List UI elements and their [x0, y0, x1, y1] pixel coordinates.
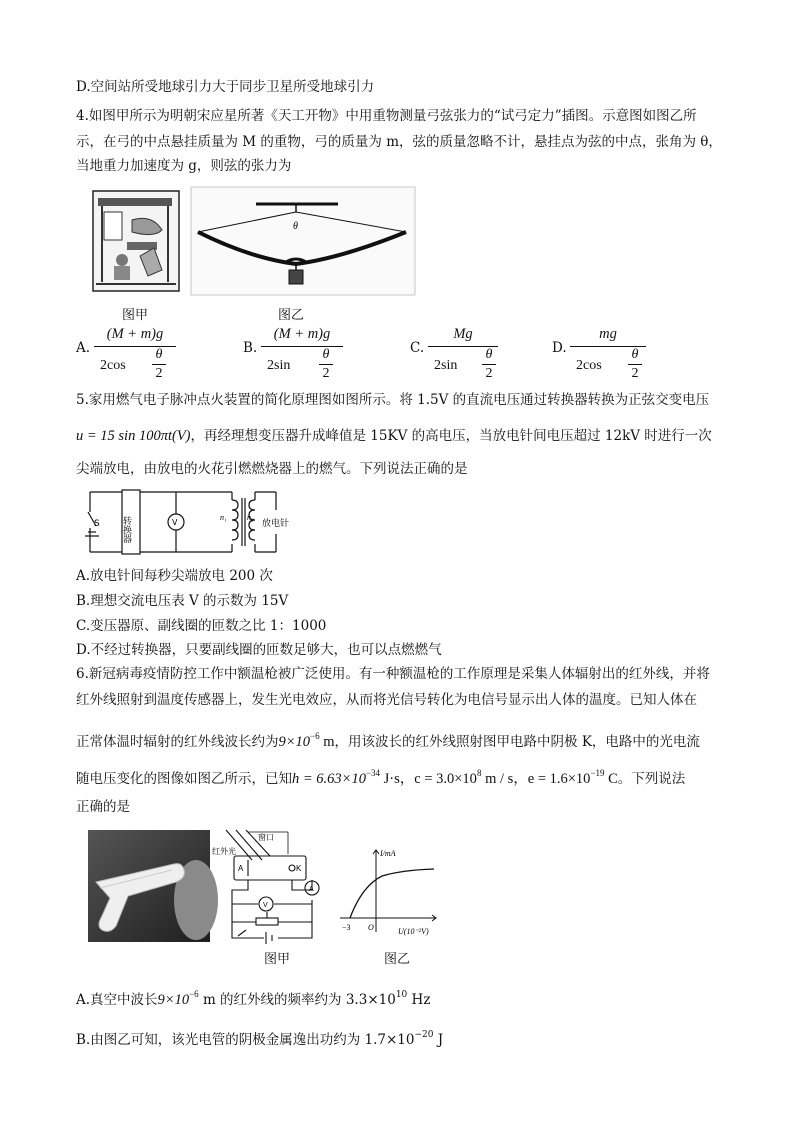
voltage-equation: u = 15 sin 100πt(V)	[76, 428, 191, 444]
theta-label: θ	[293, 221, 298, 232]
theta: θ	[322, 347, 330, 362]
tick-label: −3	[342, 923, 351, 932]
q6-option-a	[76, 985, 430, 1009]
voltmeter-label: V	[263, 902, 268, 909]
theta: θ	[155, 347, 163, 362]
window-label: 窗口	[258, 833, 274, 842]
ammeter-label: A	[309, 886, 314, 893]
option-fraction	[94, 326, 176, 383]
bow-schematic-diagram	[190, 186, 416, 296]
voltmeter-label: V	[172, 518, 178, 527]
option-letter: D.	[552, 340, 567, 356]
q6-stem-line-1: 6.新冠病毒疫情防控工作中额温枪被广泛使用。有一种额温枪的工作原理是采集人体辐射出的红外线，并将	[76, 666, 710, 682]
q6-option-b	[76, 1026, 443, 1049]
stem-text: ，用该波长的红外线照射图甲电路中阴极 K，电路中的光电流	[334, 734, 700, 750]
q6-stem-line-2: 红外线照射到温度传感器上，发生光电效应，从而将光信号转化为电信号显示出人体的温度。已知人体在	[76, 692, 697, 708]
ignition-circuit-diagram	[82, 486, 290, 558]
q5-option-b: B.理想交流电压表 V 的示数为 15V	[76, 593, 289, 609]
two: 2	[322, 366, 330, 381]
q5-stem-line-1: 5.家用燃气电子脉冲点火装置的简化原理图如图所示。将 1.5V 的直流电压通过转换器转换为正弦交变电压	[76, 392, 710, 408]
current-axis-label: I/mA	[380, 849, 396, 858]
figure-caption-a: 图甲	[122, 308, 149, 323]
stem-text: 。下列说法	[617, 771, 686, 787]
two: 2	[155, 366, 163, 381]
option-letter: C.	[410, 340, 425, 356]
figure-caption-b: 图乙	[278, 308, 305, 323]
n1-label: n₁	[220, 513, 227, 522]
q5-option-c: C.变压器原、副线圈的匝数之比 1：1000	[76, 618, 327, 634]
stem-text: ，再经理想变压器升成峰值是 15KV 的高电压，当放电针间电压超过 12kV 时进行一次	[190, 428, 712, 444]
anode-label: A	[238, 864, 244, 873]
q5-option-a: A.放电针间每秒尖端放电 200 次	[76, 568, 273, 584]
constants-equation: $h = 6.63\times 10^{-34}$ J·s，$c = 3.0\times 10^8$ m / s，$e = 1.6\times 10^{-19}$ C	[292, 768, 618, 787]
option-text: m 的红外线的频率约为 3.3×10	[198, 992, 396, 1008]
option-fraction	[261, 326, 343, 383]
stem-text: 随电压变化的图像如图乙所示，已知	[76, 771, 292, 787]
exponent: 10	[395, 990, 408, 1000]
q6-stem-line-4	[76, 764, 685, 788]
two: 2	[485, 366, 493, 381]
two: 2	[631, 366, 639, 381]
infrared-label: 红外光	[212, 847, 236, 856]
current-voltage-graph	[336, 842, 440, 938]
option-text: A.真空中波长	[76, 992, 158, 1008]
figure-caption-b: 图乙	[384, 952, 411, 967]
switch-label: S	[94, 519, 100, 529]
fraction-denominator: 2cos	[576, 358, 602, 373]
q3-option-d: D.空间站所受地球引力大于同步卫星所受地球引力	[76, 79, 375, 95]
q6-stem-line-3	[76, 727, 700, 751]
option-fraction	[570, 326, 646, 383]
wavelength-value: $9\times 10^{-6}$ m	[278, 731, 335, 750]
photocell-circuit-diagram	[212, 826, 330, 946]
figure-caption-a: 图甲	[264, 952, 291, 967]
option-text: B.由图乙可知，该光电管的阴极金属逸出功约为 1.7×10	[76, 1032, 415, 1048]
n2-label: n₂	[247, 513, 254, 522]
q5-stem-line-2	[76, 427, 712, 445]
fraction-denominator: 2cos	[100, 358, 126, 373]
origin-label: O	[368, 923, 374, 932]
q6-stem-line-5: 正确的是	[76, 799, 130, 815]
bow-illustration-figure	[92, 190, 180, 292]
fraction-numerator: Mg	[453, 326, 473, 342]
q5-stem-line-3: 尖端放电，由放电的火花引燃燃烧器上的燃气。下列说法正确的是	[76, 461, 468, 477]
theta: θ	[485, 347, 493, 362]
option-letter: B.	[243, 340, 258, 356]
fraction-numerator: mg	[599, 326, 617, 342]
exponent: −20	[414, 1030, 434, 1040]
converter-label: 转换器	[121, 516, 131, 543]
fraction-numerator: (M + m)g	[106, 326, 164, 342]
thermometer-photo	[88, 830, 210, 942]
voltage-axis-label: U(10⁻²V)	[398, 927, 429, 936]
wavelength-value: $9\times 10^{-6}$	[157, 989, 199, 1008]
fraction-denominator: 2sin	[267, 358, 291, 373]
q4-stem-line-2: 示，在弓的中点悬挂质量为 M 的重物，弓的质量为 m，弦的质量忽略不计，悬挂点为弦的中点，张角为 θ，	[76, 134, 722, 150]
unit: Hz	[407, 992, 431, 1008]
theta: θ	[631, 347, 639, 362]
fraction-denominator: 2sin	[434, 358, 458, 373]
q5-option-d: D.不经过转换器，只要副线圈的匝数足够大，也可以点燃燃气	[76, 642, 442, 658]
q4-stem-line-1: 4.如图甲所示为明朝宋应星所著《天工开物》中用重物测量弓弦张力的“试弓定力”插图。示意图如图乙所	[76, 108, 697, 124]
stem-text: 正常体温时辐射的红外线波长约为	[76, 734, 279, 750]
cathode-label: K	[296, 864, 302, 873]
needle-label: 放电针	[262, 519, 290, 529]
q4-stem-line-3: 当地重力加速度为 g，则弦的张力为	[76, 158, 292, 174]
fraction-numerator: (M + m)g	[273, 326, 331, 342]
option-letter: A.	[76, 340, 91, 356]
option-fraction	[428, 326, 498, 383]
unit: J	[433, 1032, 444, 1048]
